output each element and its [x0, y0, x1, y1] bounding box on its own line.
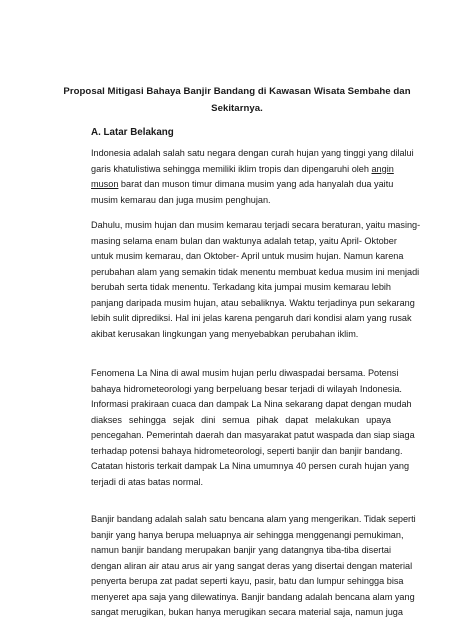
paragraph-line: Banjir bandang adalah salah satu bencana alam yang mengerikan. Tidak seperti	[91, 514, 416, 524]
paragraph-4	[91, 512, 416, 621]
paragraph-line: Indonesia adalah salah satu negara dengan curah hujan yang tinggi yang dilalui	[91, 148, 414, 158]
paragraph-line: Informasi prakiraan cuaca dan dampak La Nina sekarang dapat dengan mudah	[91, 399, 412, 409]
paragraph-line: akibat kerusakan lingkungan yang menyebabkan perubahan iklim.	[91, 328, 359, 339]
paragraph-line: pencegahan. Pemerintah daerah dan masyarakat patut waspada dan siap siaga	[91, 430, 415, 440]
paragraph-line	[91, 162, 394, 178]
section-heading: A. Latar Belakang	[91, 127, 174, 138]
paragraph-line: diakses sehingga sejak dini semua pihak dapat melakukan upaya	[91, 414, 391, 425]
paragraph-line: Catatan historis terkait dampak La Nina umumnya 40 persen curah hujan yang	[91, 461, 410, 471]
paragraph-line: sangat merugikan, bukan hanya merugikan secara material saja, namun juga	[91, 607, 403, 617]
paragraph-line: banjir yang hanya berupa meluapnya air sehingga menggenangi pemukiman,	[91, 529, 404, 540]
paragraph-line: masing selama enam bulan dan waktunya adalah tetap, yaitu April- Oktober	[91, 235, 397, 246]
paragraph-3	[91, 366, 415, 490]
angin-link[interactable]: angin	[371, 163, 394, 174]
paragraph-line: panjang daripada musim hujan, atau sebaliknya. Waktu terjadinya pun sekarang	[91, 297, 415, 308]
paragraph-line: penyerta berupa zat padat seperti kayu, pasir, batu dan lumpur sehingga bisa	[91, 576, 404, 586]
paragraph-text: barat dan muson timur dimana musim yang ada hanyalah dua yaitu	[118, 179, 394, 189]
paragraph-line	[91, 177, 394, 193]
document-title-line-2: Sekitarnya.	[211, 103, 263, 114]
paragraph-line: bahaya hidrometeorologi yang berpeluang besar terjadi di wilayah Indonesia.	[91, 383, 402, 394]
document-title-line-1: Proposal Mitigasi Bahaya Banjir Bandang di Kawasan Wisata Sembahe dan	[63, 86, 411, 97]
paragraph-line: terhadap potensi bahaya hidrometeorologi, seperti banjir dan banjir bandang.	[91, 445, 403, 456]
paragraph-line: Dahulu, musim hujan dan musim kemarau terjadi secara beraturan, yaitu masing-	[91, 220, 421, 230]
document-title	[60, 83, 414, 117]
paragraph-line: Fenomena La Nina di awal musim hujan perlu diwaspadai bersama. Potensi	[91, 368, 399, 378]
paragraph-line: dengan aliran air atau arus air yang sangat deras yang disertai dengan material	[91, 560, 413, 571]
paragraph-line: menyeret apa saja yang dilewatinya. Banjir bandang adalah bencana alam yang	[91, 591, 415, 602]
paragraph-line: musim kemarau dan juga musim penghujan.	[91, 194, 271, 205]
paragraph-2	[91, 218, 421, 342]
paragraph-line: untuk musim kemarau, dan Oktober- April untuk musim hujan. Namun karena	[91, 251, 404, 261]
paragraph-line: namun banjir bandang merupakan banjir yang datangnya tiba-tiba disertai	[91, 545, 391, 555]
paragraph-text: garis khatulistiwa sehingga memiliki iklim tropis dan dipengaruhi oleh	[91, 163, 372, 174]
paragraph-line: terjadi di atas batas normal.	[91, 476, 204, 487]
paragraph-line: lebih sulit diprediksi. Hal ini jelas karena pengaruh dari kondisi alam yang rusak	[91, 313, 412, 323]
paragraph-line: berubah serta tidak menentu. Terkadang kita jumpai musim kemarau lebih	[91, 282, 391, 292]
muson-link[interactable]: muson	[91, 179, 119, 189]
paragraph-line: perubahan alam yang semakin tidak menentu membuat kedua musim ini menjadi	[91, 266, 420, 277]
paragraph-1	[91, 146, 414, 208]
